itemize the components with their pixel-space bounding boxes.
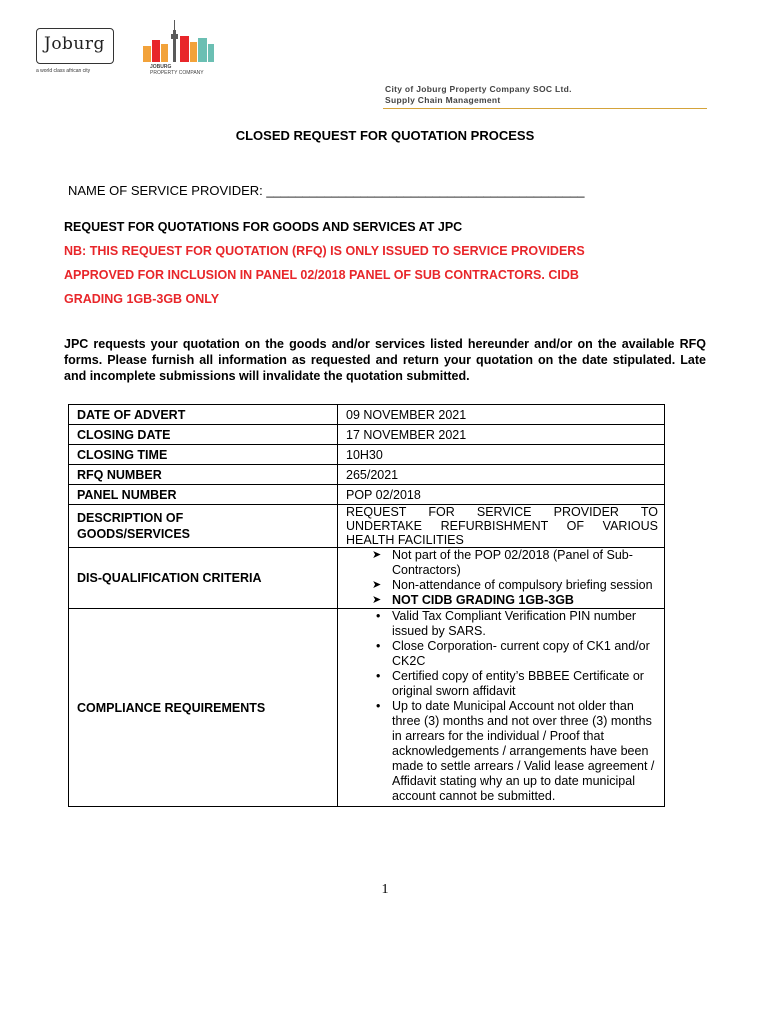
description-line-2: UNDERTAKE REFURBISHMENT OF VARIOUS [346,519,658,533]
row-label: PANEL NUMBER [69,485,338,505]
page-number: 1 [381,882,389,897]
list-item-text: Non-attendance of compulsory briefing session [392,578,653,592]
table-row [69,425,665,445]
dot-bullet-icon: • [376,639,381,653]
disqualification-label: DIS-QUALIFICATION CRITERIA [69,548,338,609]
dot-bullet-icon: • [376,699,381,713]
row-label: DATE OF ADVERT [69,405,338,425]
table-row [69,485,665,505]
list-item [346,639,658,669]
nb-notice-line-3: GRADING 1GB-3GB ONLY [64,292,220,306]
description-line-3: HEALTH FACILITIES [346,533,464,547]
department-name: Supply Chain Management [385,95,501,105]
disqualification-value [338,548,665,609]
jpc-skyline-icon [140,16,220,64]
description-value [338,505,665,548]
joburg-logo-text: Joburg [44,34,105,54]
list-item [346,578,658,593]
list-item-text: Valid Tax Compliant Verification PIN number issued by SARS. [392,609,637,638]
arrow-bullet-icon: ➤ [372,549,382,561]
list-item-text: NOT CIDB GRADING 1GB-3GB [392,593,574,607]
list-item [346,548,658,578]
dot-bullet-icon: • [376,669,381,683]
compliance-value [338,609,665,807]
compliance-row [69,609,665,807]
document-title: CLOSED REQUEST FOR QUOTATION PROCESS [235,128,535,143]
table-row [69,465,665,485]
list-item [346,669,658,699]
rfq-info-table [68,404,665,807]
list-item-text: Not part of the POP 02/2018 (Panel of Sub-Contractors) [392,548,633,577]
description-line-1: REQUEST FOR SERVICE PROVIDER TO [346,505,658,519]
rfq-heading: REQUEST FOR QUOTATIONS FOR GOODS AND SERVICES AT JPC [64,220,463,234]
compliance-label: COMPLIANCE REQUIREMENTS [69,609,338,807]
row-value: POP 02/2018 [338,485,665,505]
jpc-logo-line1: JOBURG [150,64,172,70]
description-label-line-2: GOODS/SERVICES [77,527,190,541]
table-row [69,445,665,465]
description-row [69,505,665,548]
list-item [346,609,658,639]
service-provider-name-field[interactable]: NAME OF SERVICE PROVIDER: ____________________________________________ [68,183,585,198]
company-header [385,84,572,106]
disqualification-row [69,548,665,609]
list-item-text: Close Corporation- current copy of CK1 and/or CK2C [392,639,650,668]
disqualification-list [346,548,658,608]
description-label [69,505,338,548]
joburg-logo-tagline: a world class african city [36,68,91,74]
header-divider [383,108,707,109]
company-name: City of Joburg Property Company SOC Ltd. [385,84,572,94]
jpc-logo-line2: PROPERTY COMPANY [150,70,204,76]
compliance-list [346,609,658,804]
nb-notice-line-2: APPROVED FOR INCLUSION IN PANEL 02/2018 PANEL OF SUB CONTRACTORS. CIDB [64,268,579,282]
arrow-bullet-icon: ➤ [372,594,382,606]
row-label: RFQ NUMBER [69,465,338,485]
jpc-logo [140,16,220,76]
nb-notice-line-1: NB: THIS REQUEST FOR QUOTATION (RFQ) IS ONLY ISSUED TO SERVICE PROVIDERS [64,244,585,258]
arrow-bullet-icon: ➤ [372,579,382,591]
dot-bullet-icon: • [376,609,381,623]
joburg-logo [36,28,118,76]
list-item [346,593,658,608]
row-value: 17 NOVEMBER 2021 [338,425,665,445]
row-value: 265/2021 [338,465,665,485]
row-value: 09 NOVEMBER 2021 [338,405,665,425]
intro-paragraph: JPC requests your quotation on the goods and/or services listed hereunder and/or on the available RFQ forms. Please furnish all information as requested and return your quotation on the date stipulated. Late and incomplete submissions will invalidate the quotation submitted. [64,337,706,383]
list-item-text: Up to date Municipal Account not older than three (3) months and not over three (3) months in arrears for the individual / Proof that acknowledgements / arrangements have been made to settle arrears / Valid lease agreement / Affidavit stating why an up to date municipal account cannot be submitted. [392,699,655,803]
row-value: 10H30 [338,445,665,465]
list-item-text: Certified copy of entity’s BBBEE Certificate or original sworn affidavit [392,669,644,698]
description-label-line-1: DESCRIPTION OF [77,511,184,525]
table-row [69,405,665,425]
row-label: CLOSING DATE [69,425,338,445]
row-label: CLOSING TIME [69,445,338,465]
list-item [346,699,658,804]
